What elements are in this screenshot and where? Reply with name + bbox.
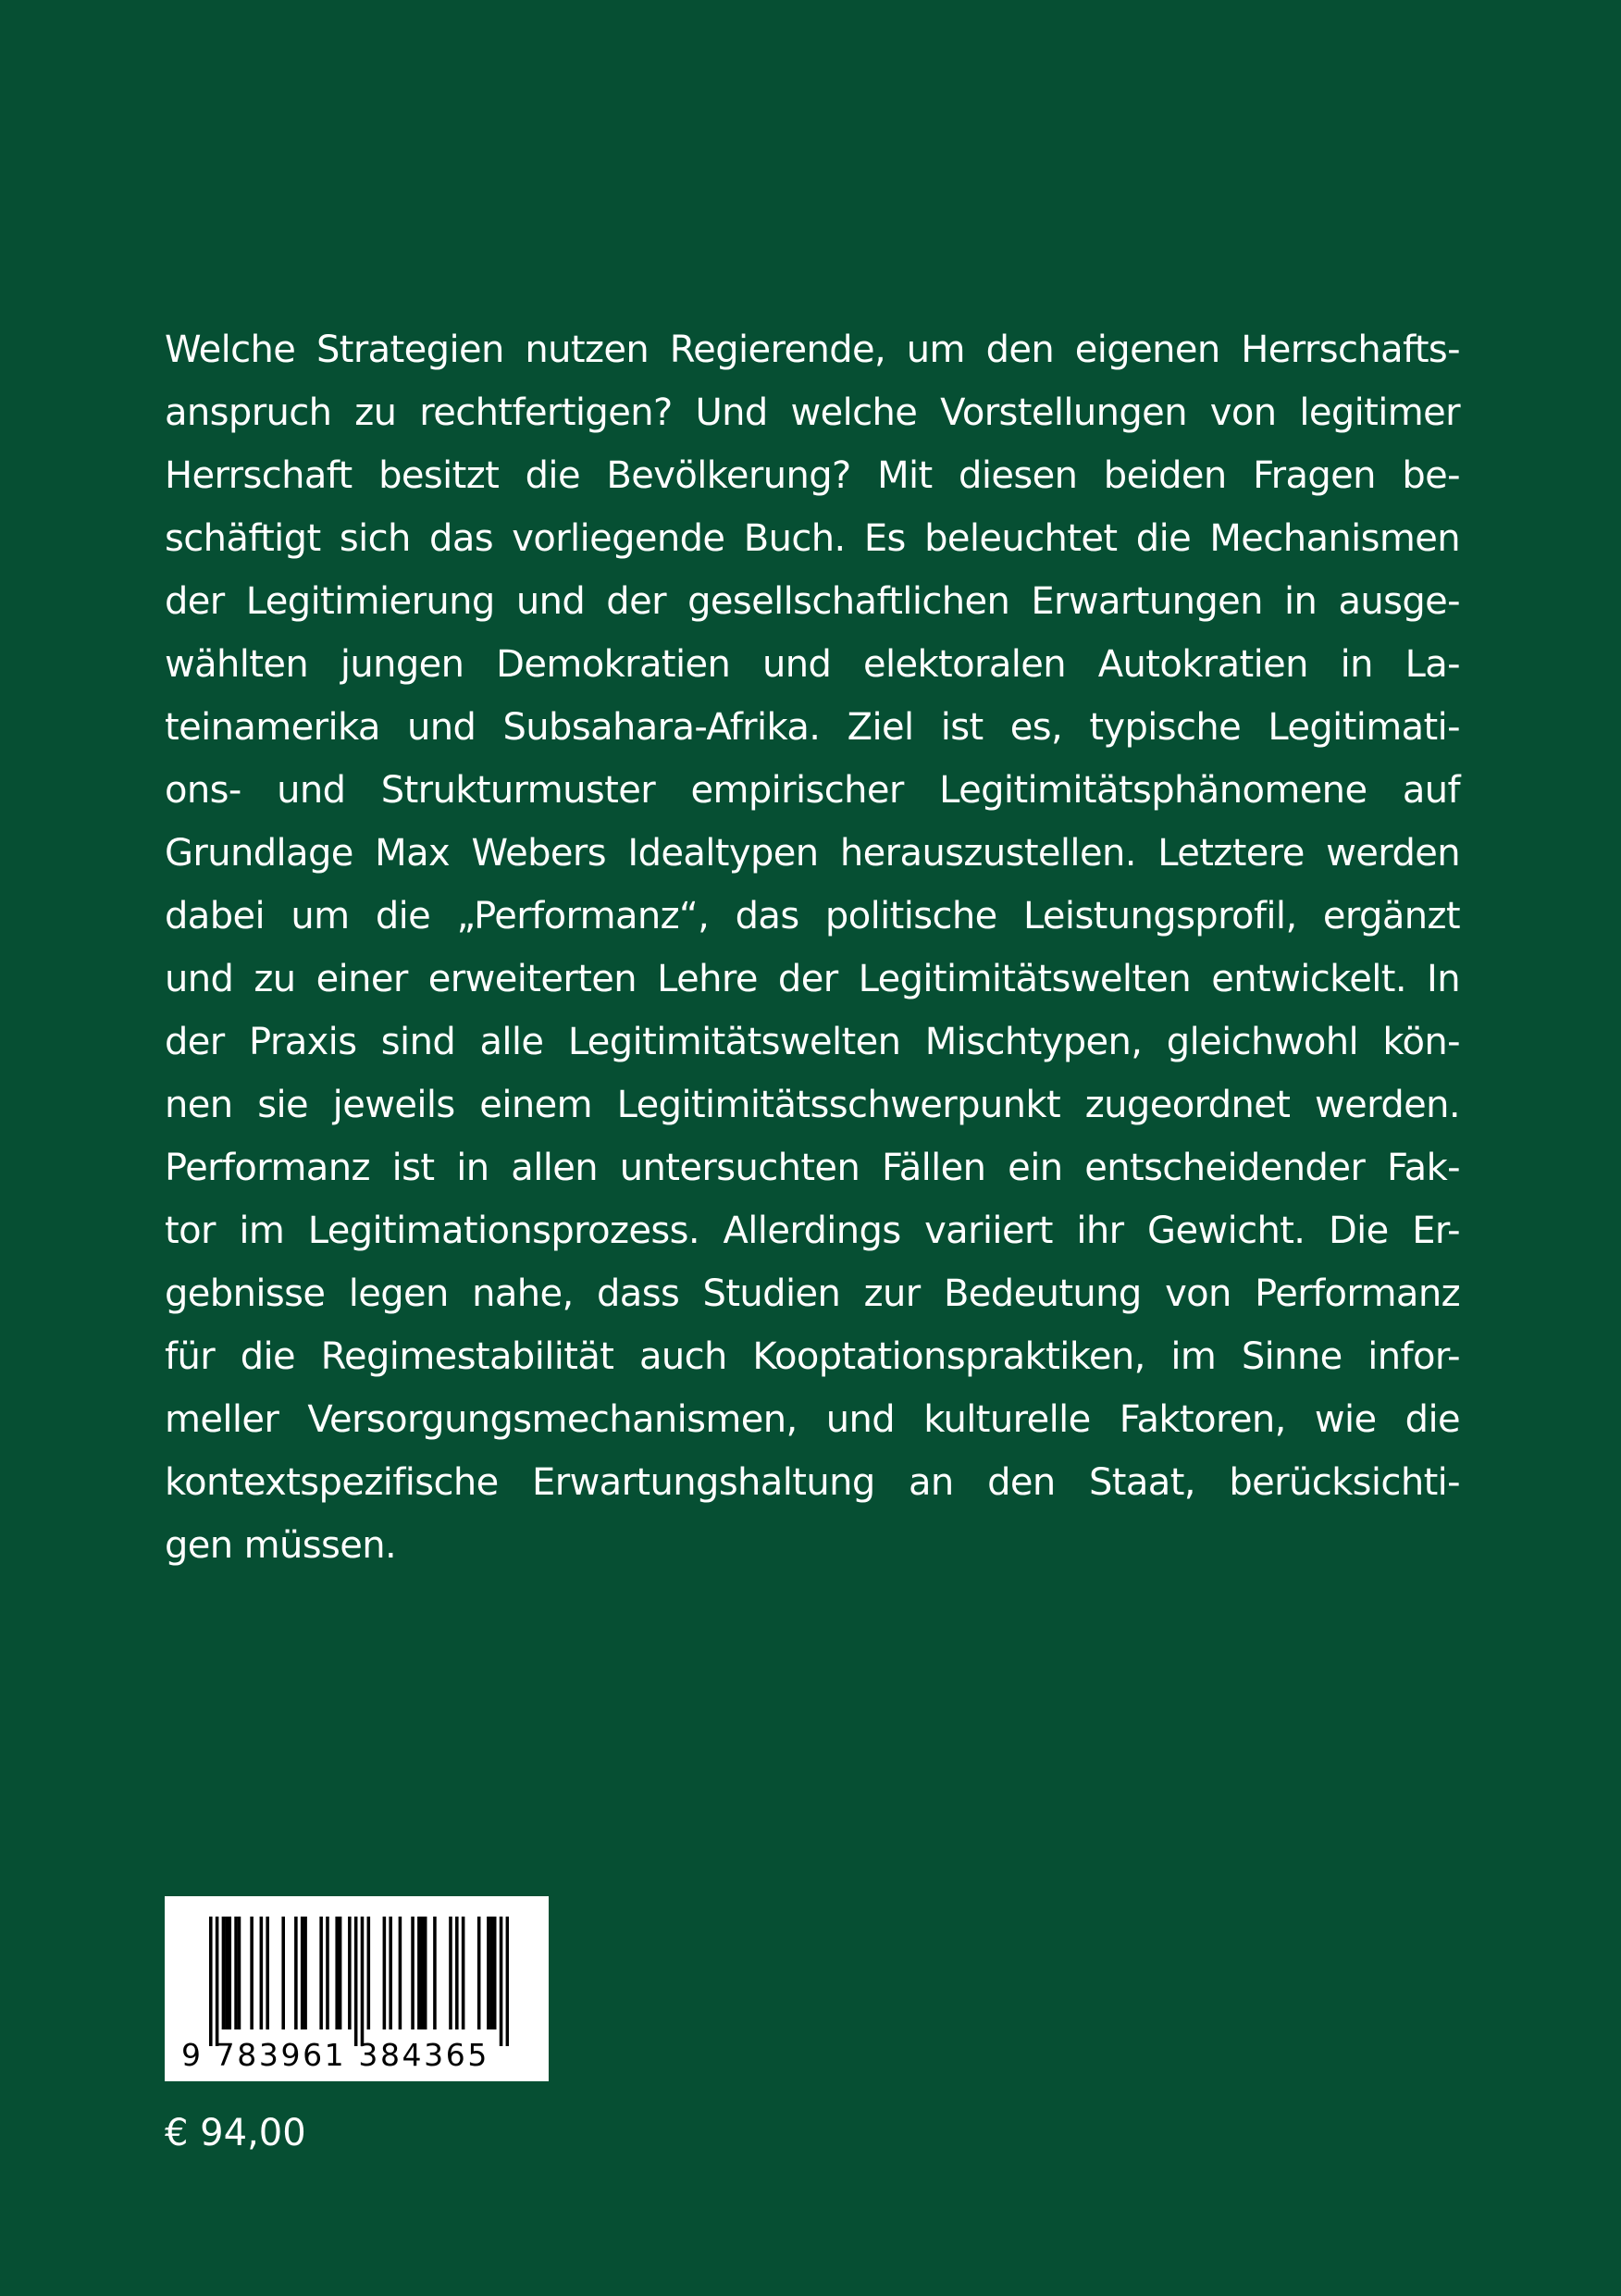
blurb-line: meller Versorgungsmechanismen, und kulturelle Faktoren, wie die	[165, 1398, 1460, 1441]
barcode-guard-bar	[354, 1917, 358, 2046]
blurb-line: für die Regimestabilität auch Kooptationspraktiken, im Sinne infor-	[165, 1335, 1460, 1378]
barcode-bar	[225, 1917, 229, 2029]
blurb-line: gebnisse legen nahe, dass Studien zur Bedeutung von Performanz	[165, 1272, 1460, 1315]
barcode-bar	[294, 1917, 298, 2029]
blurb-line: kontextspezifische Erwartungshaltung an den Staat, berücksichti-	[165, 1461, 1460, 1504]
barcode-bar	[234, 1917, 238, 2029]
blurb-line: Grundlage Max Webers Idealtypen herauszustellen. Letztere werden	[165, 832, 1460, 875]
blurb-line: teinamerika und Subsahara-Afrika. Ziel ist es, typische Legitimati-	[165, 706, 1460, 749]
barcode-bar	[433, 1917, 437, 2029]
blurb-line: dabei um die „Performanz“, das politische Leistungsprofil, ergänzt	[165, 895, 1460, 937]
price-label: € 94,00	[165, 2112, 306, 2154]
barcode-bar	[493, 1917, 497, 2029]
barcode-bar	[260, 1917, 264, 2029]
barcode-bar	[411, 1917, 415, 2029]
barcode-bar	[477, 1917, 481, 2029]
barcode-bar	[487, 1917, 490, 2029]
back-cover-blurb	[165, 318, 1460, 1577]
blurb-line: nen sie jeweils einem Legitimitätsschwerpunkt zugeordnet werden.	[165, 1084, 1460, 1126]
blurb-line: wählten jungen Demokratien und elektoralen Autokratien in La-	[165, 643, 1460, 686]
barcode-bar	[281, 1917, 285, 2029]
blurb-line: ons- und Strukturmuster empirischer Legitimitätsphänomene auf	[165, 769, 1460, 812]
barcode-bar	[326, 1917, 329, 2029]
blurb-line: tor im Legitimationsprozess. Allerdings variiert ihr Gewicht. Die Er-	[165, 1210, 1460, 1252]
barcode-bar	[266, 1917, 269, 2029]
blurb-line: Herrschaft besitzt die Bevölkerung? Mit diesen beiden Fragen be-	[165, 454, 1460, 497]
blurb-line: der Praxis sind alle Legitimitätswelten Mischtypen, gleichwohl kön-	[165, 1021, 1460, 1063]
barcode-guard-bar	[216, 1917, 219, 2046]
blurb-line: der Legitimierung und der gesellschaftlichen Erwartungen in ausge-	[165, 580, 1460, 623]
barcode-bar	[455, 1917, 459, 2029]
barcode-bar	[303, 1917, 307, 2029]
blurb-line: schäftigt sich das vorliegende Buch. Es beleuchtet die Mechanismen	[165, 517, 1460, 560]
barcode-bar	[335, 1917, 339, 2029]
barcode-bar	[424, 1917, 427, 2029]
barcode-bar	[417, 1917, 421, 2029]
blurb-line: Performanz ist in allen untersuchten Fällen ein entscheidender Fak-	[165, 1147, 1460, 1189]
barcode-bar	[238, 1917, 241, 2029]
barcode-bar	[490, 1917, 494, 2029]
barcode-digits: 9 783961 384365	[181, 2037, 489, 2073]
barcode-bar	[222, 1917, 226, 2029]
barcode-bar	[319, 1917, 323, 2029]
barcode-guard-bar	[500, 1917, 503, 2046]
barcode-bars	[209, 1917, 509, 2046]
barcode-bar	[389, 1917, 392, 2029]
barcode-bar	[339, 1917, 342, 2029]
blurb-line: gen müssen.	[165, 1524, 397, 1567]
barcode-bar	[228, 1917, 231, 2029]
barcode-guard-bar	[209, 1917, 213, 2046]
blurb-line: anspruch zu rechtfertigen? Und welche Vorstellungen von legitimer	[165, 391, 1460, 434]
barcode-bar	[421, 1917, 425, 2029]
barcode-bar	[462, 1917, 465, 2029]
isbn-barcode	[165, 1896, 549, 2081]
barcode-guard-bar	[506, 1917, 509, 2046]
barcode-bar	[367, 1917, 371, 2029]
barcode-bar	[383, 1917, 387, 2029]
barcode-bar	[348, 1917, 352, 2029]
barcode-bar	[399, 1917, 402, 2029]
barcode-bar	[250, 1917, 254, 2029]
barcode-bar	[449, 1917, 452, 2029]
barcode-guard-bar	[361, 1917, 365, 2046]
blurb-line: Welche Strategien nutzen Regierende, um den eigenen Herrschafts-	[165, 329, 1460, 371]
barcode-bar	[301, 1917, 304, 2029]
blurb-line: und zu einer erweiterten Lehre der Legitimitätswelten entwickelt. In	[165, 958, 1460, 1000]
